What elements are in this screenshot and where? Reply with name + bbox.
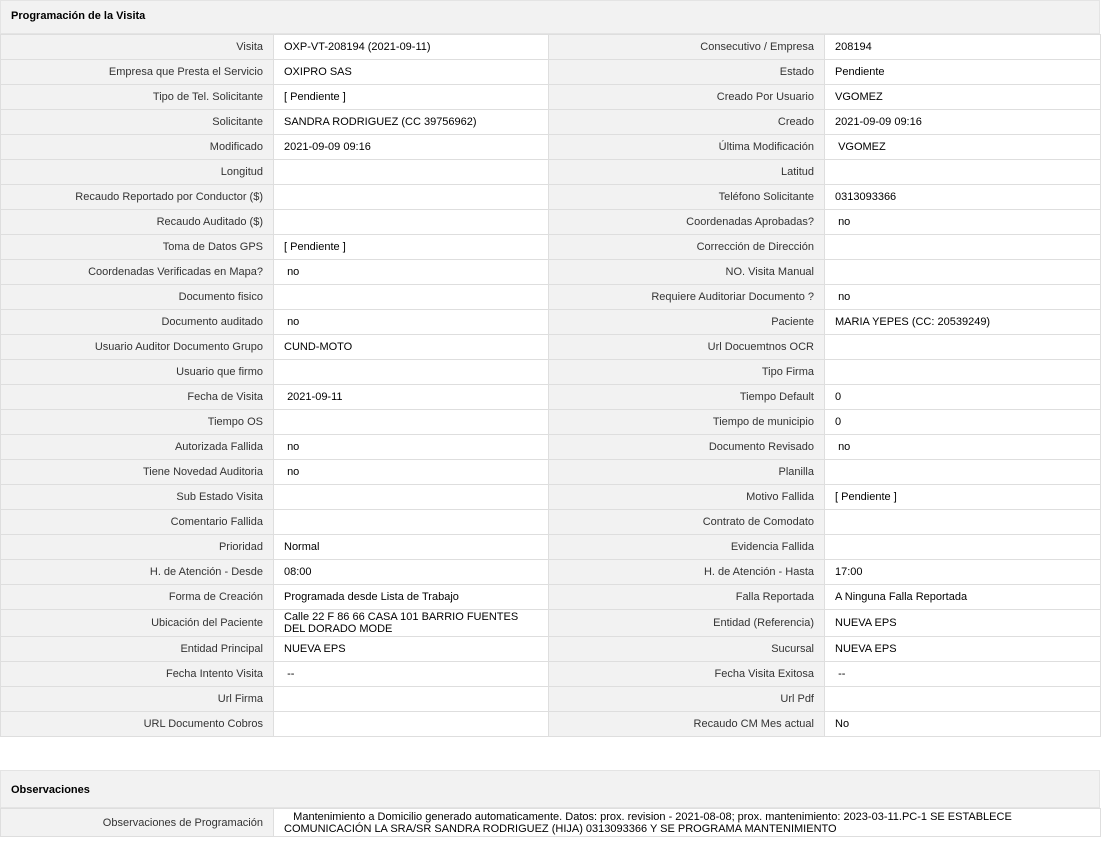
detail-row <box>1 460 1101 485</box>
field-value <box>825 535 1101 560</box>
field-label: H. de Atención - Hasta <box>549 560 825 585</box>
field-value: VGOMEZ <box>825 85 1101 110</box>
field-value: no <box>274 310 549 335</box>
field-label: Observaciones de Programación <box>1 809 274 837</box>
field-label: Longitud <box>1 160 274 185</box>
field-value: No <box>825 712 1101 737</box>
field-value: VGOMEZ <box>825 135 1101 160</box>
field-value <box>825 460 1101 485</box>
field-value <box>825 360 1101 385</box>
field-label: Creado <box>549 110 825 135</box>
field-label: Latitud <box>549 160 825 185</box>
field-value <box>274 210 549 235</box>
field-label: Documento auditado <box>1 310 274 335</box>
field-label: Forma de Creación <box>1 585 274 610</box>
visit-details-table <box>0 34 1101 737</box>
field-value <box>274 510 549 535</box>
field-label: URL Documento Cobros <box>1 712 274 737</box>
field-value: Pendiente <box>825 60 1101 85</box>
field-label: Usuario Auditor Documento Grupo <box>1 335 274 360</box>
field-label: Tiempo de municipio <box>549 410 825 435</box>
field-value: [ Pendiente ] <box>274 235 549 260</box>
field-label: Comentario Fallida <box>1 510 274 535</box>
field-value: 2021-09-11 <box>274 385 549 410</box>
field-label: NO. Visita Manual <box>549 260 825 285</box>
field-value <box>274 160 549 185</box>
field-label: H. de Atención - Desde <box>1 560 274 585</box>
field-label: Teléfono Solicitante <box>549 185 825 210</box>
field-value: Mantenimiento a Domicilio generado automaticamente. Datos: prox. revision - 2021-08-08; prox. mantenimiento: 2023-03-11.PC-1 SE ESTABLECE COMUNICACIÓN LA SRA/SR SANDRA RODRIGUEZ (HIJA) 0313093366 Y SE PROGRAMA MANTENIMIENTO <box>274 809 1101 837</box>
section-title: Observaciones <box>11 784 90 796</box>
field-value: no <box>274 435 549 460</box>
field-label: Creado Por Usuario <box>549 85 825 110</box>
field-value <box>825 260 1101 285</box>
field-value: no <box>825 285 1101 310</box>
field-value: A Ninguna Falla Reportada <box>825 585 1101 610</box>
field-label: Falla Reportada <box>549 585 825 610</box>
detail-row <box>1 285 1101 310</box>
field-label: Tiene Novedad Auditoria <box>1 460 274 485</box>
detail-row <box>1 585 1101 610</box>
field-label: Usuario que firmo <box>1 360 274 385</box>
detail-row <box>1 135 1101 160</box>
detail-row <box>1 610 1101 637</box>
detail-row <box>1 410 1101 435</box>
field-value: 0 <box>825 385 1101 410</box>
field-value: NUEVA EPS <box>274 637 549 662</box>
detail-row <box>1 637 1101 662</box>
field-value: Programada desde Lista de Trabajo <box>274 585 549 610</box>
field-value: no <box>825 210 1101 235</box>
field-value: [ Pendiente ] <box>274 85 549 110</box>
detail-row <box>1 310 1101 335</box>
field-value: -- <box>825 662 1101 687</box>
field-value: Calle 22 F 86 66 CASA 101 BARRIO FUENTES DEL DORADO MODE <box>274 610 549 637</box>
field-value: 0313093366 <box>825 185 1101 210</box>
detail-row <box>1 35 1101 60</box>
field-value <box>825 160 1101 185</box>
field-label: Empresa que Presta el Servicio <box>1 60 274 85</box>
field-label: Motivo Fallida <box>549 485 825 510</box>
section-title: Programación de la Visita <box>11 10 146 22</box>
detail-row <box>1 160 1101 185</box>
field-value: 2021-09-09 09:16 <box>274 135 549 160</box>
field-label: Planilla <box>549 460 825 485</box>
detail-row <box>1 560 1101 585</box>
field-label: Tipo de Tel. Solicitante <box>1 85 274 110</box>
field-label: Toma de Datos GPS <box>1 235 274 260</box>
field-value: [ Pendiente ] <box>825 485 1101 510</box>
detail-row <box>1 687 1101 712</box>
field-label: Url Docuemtnos OCR <box>549 335 825 360</box>
section-header-observaciones <box>0 770 1100 808</box>
field-label: Paciente <box>549 310 825 335</box>
field-label: Documento fisico <box>1 285 274 310</box>
detail-row <box>1 712 1101 737</box>
field-label: Url Pdf <box>549 687 825 712</box>
field-value <box>274 485 549 510</box>
detail-row <box>1 360 1101 385</box>
field-label: Consecutivo / Empresa <box>549 35 825 60</box>
field-value: 0 <box>825 410 1101 435</box>
field-label: Sucursal <box>549 637 825 662</box>
field-value: 08:00 <box>274 560 549 585</box>
observations-row <box>1 809 1101 837</box>
detail-row <box>1 185 1101 210</box>
field-value: NUEVA EPS <box>825 637 1101 662</box>
detail-row <box>1 662 1101 687</box>
field-label: Entidad (Referencia) <box>549 610 825 637</box>
detail-row <box>1 85 1101 110</box>
detail-row <box>1 210 1101 235</box>
field-label: Documento Revisado <box>549 435 825 460</box>
field-value <box>274 410 549 435</box>
field-label: Solicitante <box>1 110 274 135</box>
field-label: Tiempo Default <box>549 385 825 410</box>
detail-row <box>1 335 1101 360</box>
field-value: no <box>825 435 1101 460</box>
field-value: CUND-MOTO <box>274 335 549 360</box>
field-value <box>274 285 549 310</box>
field-label: Entidad Principal <box>1 637 274 662</box>
detail-row <box>1 110 1101 135</box>
field-value: SANDRA RODRIGUEZ (CC 39756962) <box>274 110 549 135</box>
field-label: Fecha Visita Exitosa <box>549 662 825 687</box>
field-label: Recaudo Reportado por Conductor ($) <box>1 185 274 210</box>
field-label: Fecha de Visita <box>1 385 274 410</box>
field-label: Url Firma <box>1 687 274 712</box>
detail-row <box>1 385 1101 410</box>
field-value <box>825 335 1101 360</box>
field-label: Autorizada Fallida <box>1 435 274 460</box>
field-label: Ubicación del Paciente <box>1 610 274 637</box>
field-value <box>825 510 1101 535</box>
field-label: Prioridad <box>1 535 274 560</box>
field-label: Última Modificación <box>549 135 825 160</box>
field-label: Corrección de Dirección <box>549 235 825 260</box>
field-label: Evidencia Fallida <box>549 535 825 560</box>
field-label: Modificado <box>1 135 274 160</box>
field-value: Normal <box>274 535 549 560</box>
detail-row <box>1 535 1101 560</box>
section-header-programacion <box>0 0 1100 34</box>
field-label: Requiere Auditoriar Documento ? <box>549 285 825 310</box>
field-value: MARIA YEPES (CC: 20539249) <box>825 310 1101 335</box>
field-label: Fecha Intento Visita <box>1 662 274 687</box>
field-label: Coordenadas Aprobadas? <box>549 210 825 235</box>
observations-table <box>0 808 1101 837</box>
field-value: 2021-09-09 09:16 <box>825 110 1101 135</box>
field-value <box>274 360 549 385</box>
detail-row <box>1 260 1101 285</box>
field-value <box>825 235 1101 260</box>
field-value: OXIPRO SAS <box>274 60 549 85</box>
detail-row <box>1 235 1101 260</box>
detail-row <box>1 60 1101 85</box>
field-value: no <box>274 460 549 485</box>
field-value: no <box>274 260 549 285</box>
field-value: OXP-VT-208194 (2021-09-11) <box>274 35 549 60</box>
field-label: Tipo Firma <box>549 360 825 385</box>
field-value <box>825 687 1101 712</box>
field-value <box>274 712 549 737</box>
field-value: 208194 <box>825 35 1101 60</box>
field-value: 17:00 <box>825 560 1101 585</box>
field-label: Sub Estado Visita <box>1 485 274 510</box>
detail-row <box>1 485 1101 510</box>
field-value: NUEVA EPS <box>825 610 1101 637</box>
field-value <box>274 687 549 712</box>
field-label: Contrato de Comodato <box>549 510 825 535</box>
field-label: Estado <box>549 60 825 85</box>
field-value <box>274 185 549 210</box>
field-label: Recaudo CM Mes actual <box>549 712 825 737</box>
detail-row <box>1 435 1101 460</box>
field-label: Recaudo Auditado ($) <box>1 210 274 235</box>
detail-row <box>1 510 1101 535</box>
field-label: Visita <box>1 35 274 60</box>
field-value: -- <box>274 662 549 687</box>
field-label: Tiempo OS <box>1 410 274 435</box>
field-label: Coordenadas Verificadas en Mapa? <box>1 260 274 285</box>
